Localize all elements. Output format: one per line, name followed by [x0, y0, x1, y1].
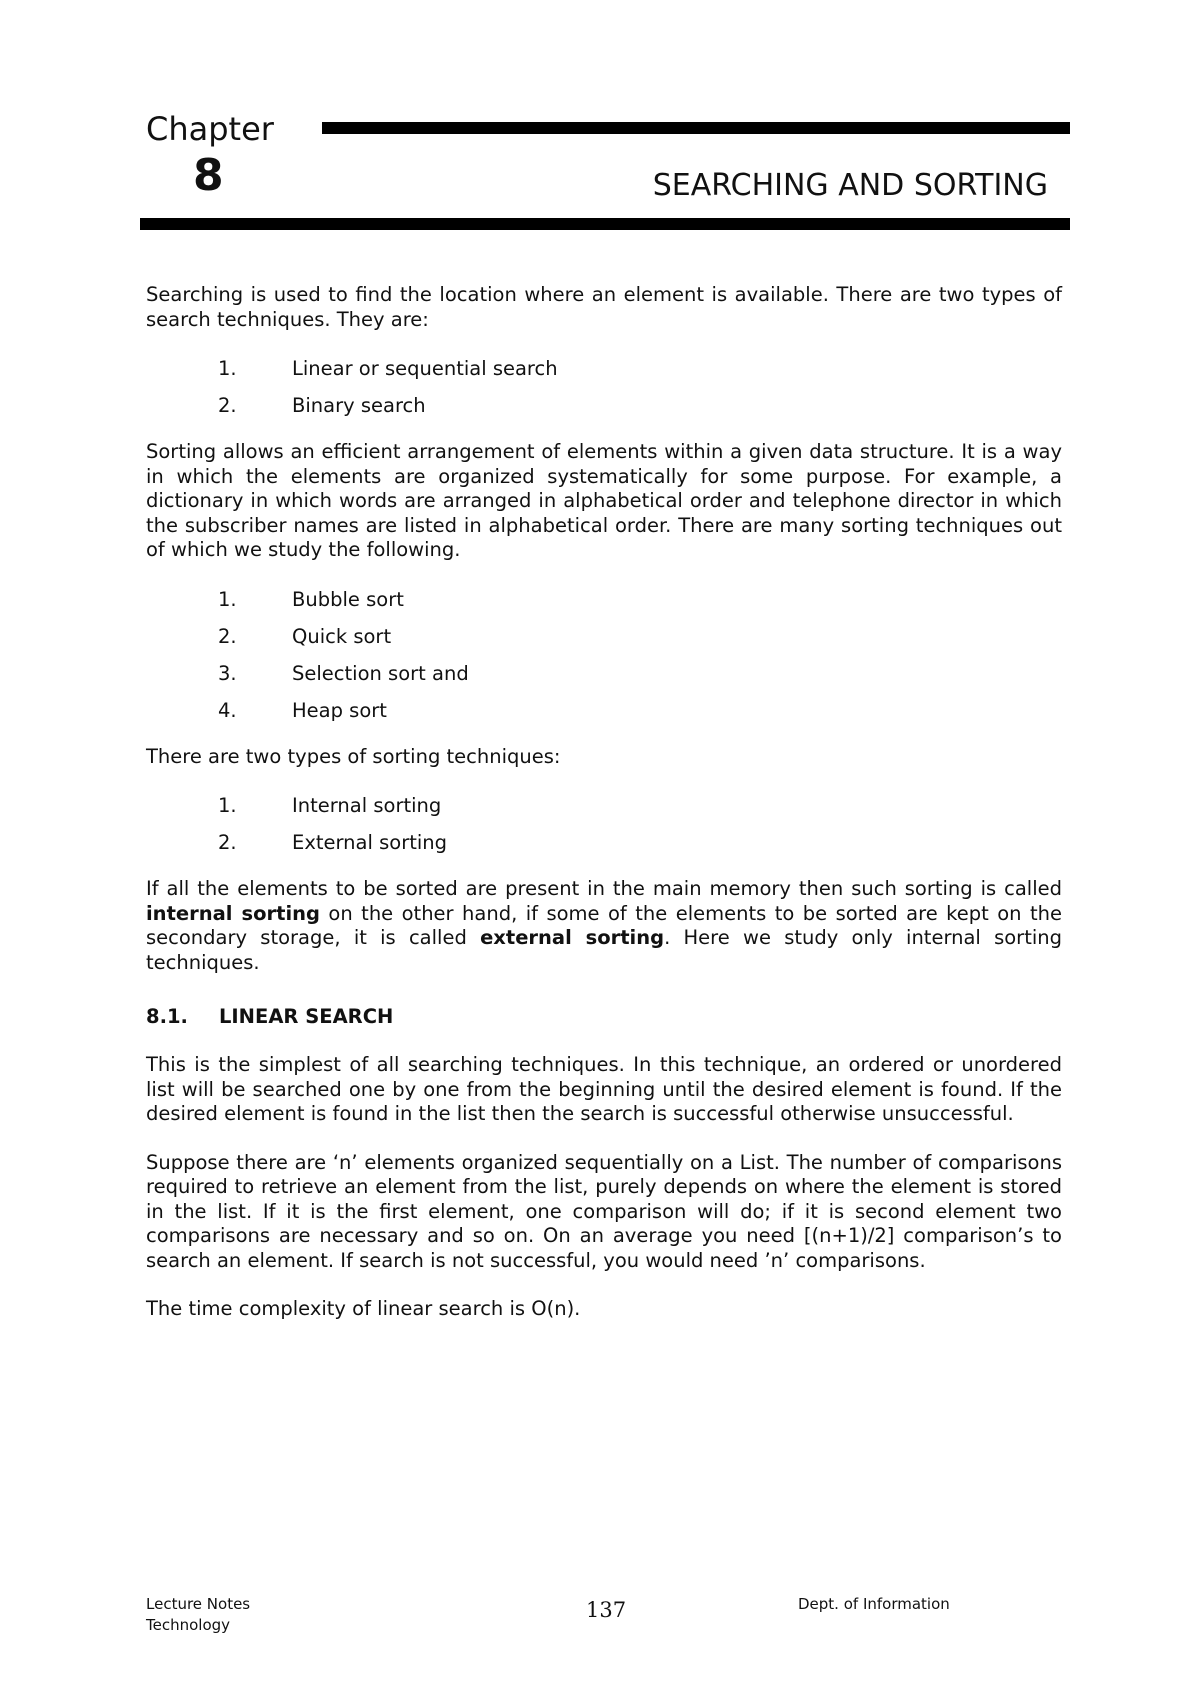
list-item: 1. Bubble sort: [218, 587, 404, 611]
list-item: 1. Internal sorting: [218, 794, 442, 817]
search-types-list: [146, 350, 1062, 424]
sorting-types-intro: There are two types of sorting techniques:: [146, 744, 561, 768]
section-number: 8.1.: [146, 1005, 188, 1028]
linear-search-paragraph-2: Suppose there are ‘n’ elements organized sequentially on a List. The number of comparisons required to retrieve an element from the list, purely depends on where the element is stored in the list. If it is the first element, one comparison will do; if it is second element two comparisons are necessary and so on. On an average you need [(n+1)/2] comparison’s to search an element. If search is not successful, you would need ’n’ comparisons.: [146, 1150, 1062, 1272]
footer-left: Lecture Notes Technology: [146, 1595, 251, 1634]
linear-search-paragraph-1: This is the simplest of all searching techniques. In this technique, an ordered or unordered list will be searched one by one from the beginning until the desired element is found. If the desired element is found in the list then the search is successful otherwise unsuccessful.: [146, 1053, 1062, 1125]
section-title: LINEAR SEARCH: [219, 1005, 394, 1028]
header-rule-bottom: [140, 218, 1070, 230]
footer-right: Dept. of Information: [798, 1595, 950, 1613]
intro-paragraph: Searching is used to find the location where an element is available. There are two types of search techniques. They are:: [146, 283, 1062, 331]
list-item: 2. Quick sort: [218, 624, 392, 648]
list-item: 1. Linear or sequential search: [218, 357, 558, 380]
list-item: 3. Selection sort and: [218, 661, 469, 685]
body-text: [146, 283, 1062, 1322]
chapter-number: 8: [193, 150, 224, 201]
time-complexity-paragraph: The time complexity of linear search is O(n).: [146, 1297, 581, 1320]
list-item: 2. External sorting: [218, 831, 448, 854]
list-item: 4. Heap sort: [218, 698, 387, 722]
sorting-paragraph: Sorting allows an efficient arrangement of elements within a given data structure. It is a way in which the elements are organized systematically for some purpose. For example, a dictionary in which words are arranged in alphabetical order and telephone director in which the subscriber names are listed in alphabetical order. There are many sorting techniques out of which we study the following.: [146, 440, 1062, 561]
chapter-label: Chapter: [146, 110, 274, 148]
list-item: 2. Binary search: [218, 394, 426, 417]
sorting-techniques-list: [146, 581, 1062, 729]
sorting-types-list: [146, 787, 1062, 861]
header-rule-top: [322, 122, 1070, 134]
external-sorting-term: external sorting: [480, 926, 665, 949]
section-heading: [146, 1005, 1062, 1029]
page-number: 137: [586, 1598, 627, 1622]
sorting-detail-paragraph: If all the elements to be sorted are present in the main memory then such sorting is called internal sorting on the other hand, if some of the elements to be sorted are kept on the secondary storage, it is called external sorting. Here we study only internal sorting techniques.: [146, 877, 1062, 974]
chapter-title: SEARCHING AND SORTING: [652, 168, 1048, 203]
internal-sorting-term: internal sorting: [146, 901, 320, 925]
